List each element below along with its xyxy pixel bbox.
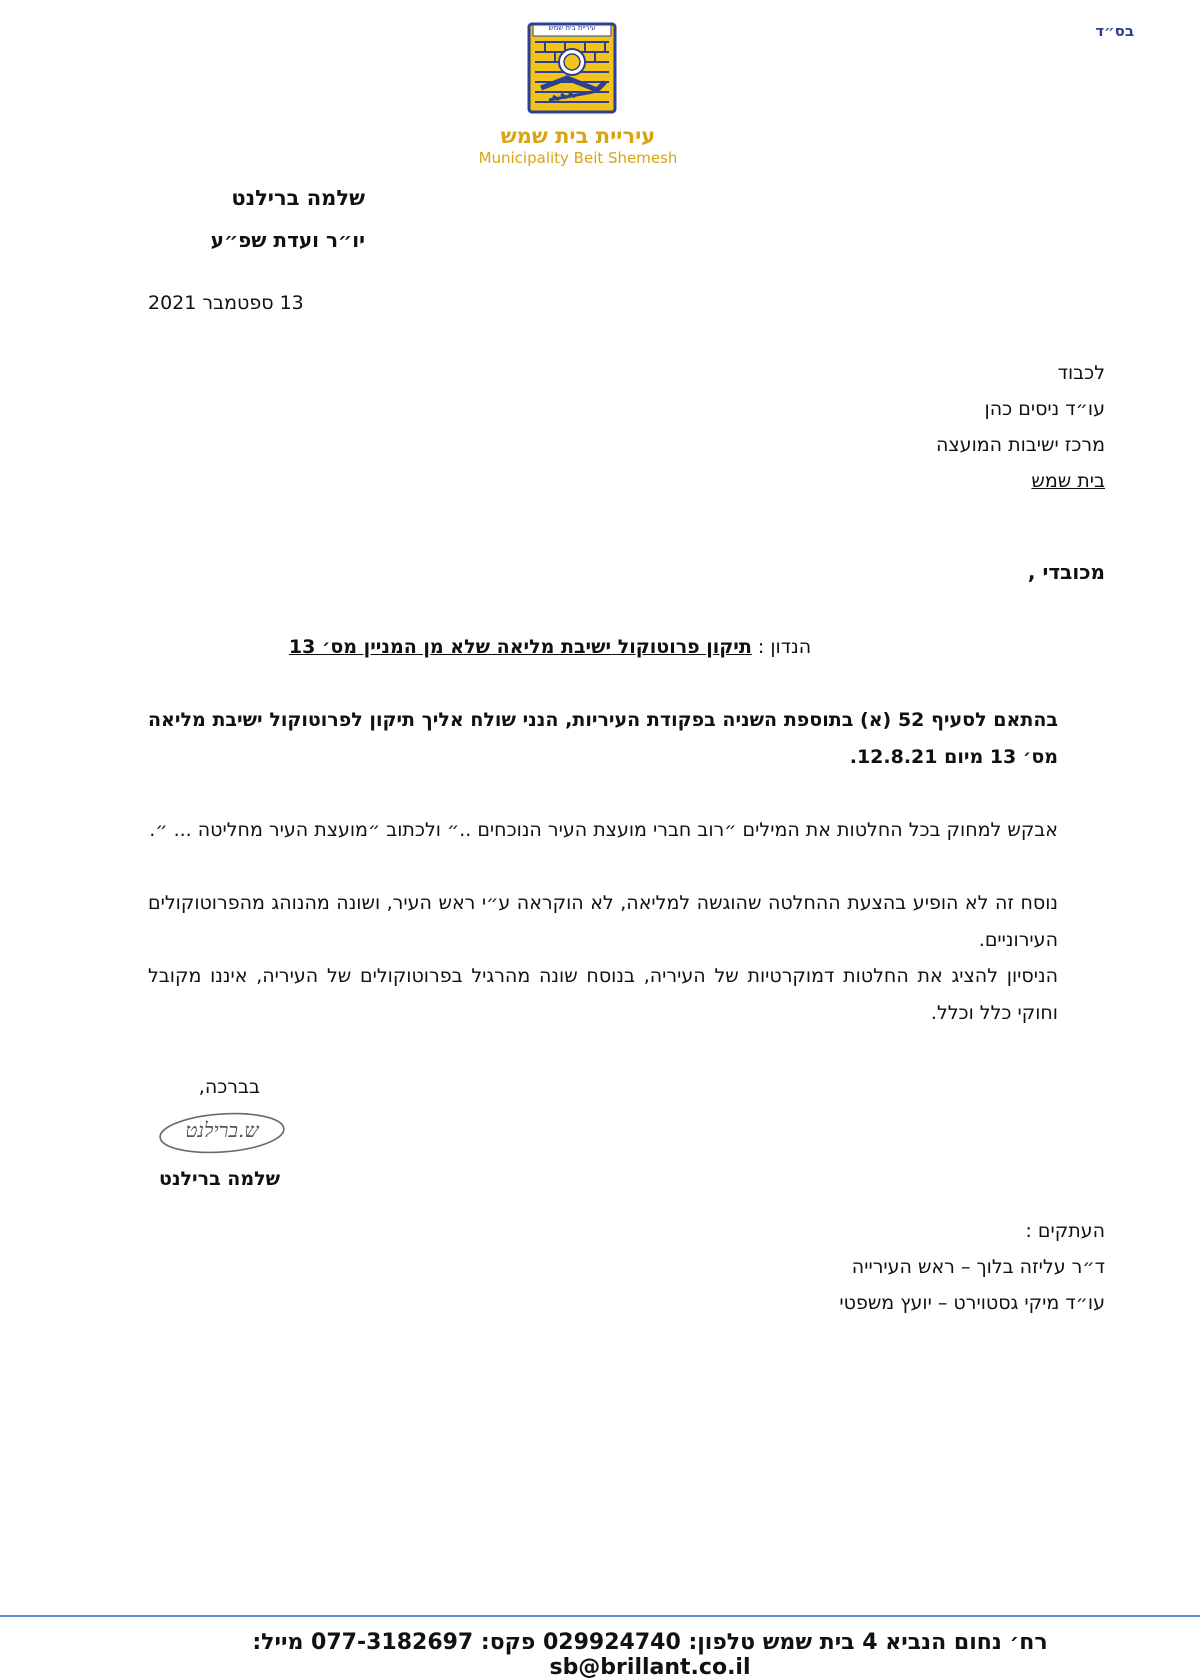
signer-name: שלמה ברילנט: [159, 1168, 280, 1190]
bsd-mark: בס״ד: [1095, 22, 1134, 40]
footer-divider: [0, 1615, 1200, 1617]
subject-line: [200, 636, 900, 658]
recipient-line: מרכז ישיבות המועצה: [935, 434, 1105, 456]
city-crest-icon: [527, 22, 617, 117]
body-paragraph: נוסח זה לא הופיע בהצעת ההחלטה שהוגשה למליאה, לא הוקראה ע״י ראש העיר, ושונה מהנוהג מהפרוטוקולים העירוניים.: [148, 892, 1058, 951]
intro-paragraph: בהתאם לסעיף 52 (א) בתוספת השניה בפקודת העיריות, הנני שולח אליך תיקון לפרוטוקול ישיבת מליאה מס׳ 13 מיום 12.8.21.: [148, 709, 1058, 768]
salutation: מכובדי ,: [1027, 560, 1105, 584]
crest-banner-text: עיריית בית שמש: [548, 24, 596, 32]
sender-title: יו״ר ועדת שפ״ע: [210, 228, 365, 252]
logo-english-name: Municipality Beit Shemesh: [478, 149, 678, 167]
recipient-line: לכבוד: [1057, 362, 1105, 384]
subject-text: תיקון פרוטוקול ישיבת מליאה שלא מן המניין מס׳ 13: [288, 636, 752, 658]
recipient-line: בית שמש: [1031, 470, 1105, 492]
recipient-line: עו״ד ניסים כהן: [984, 398, 1105, 420]
subject-label: הנדון :: [757, 636, 812, 658]
handwritten-signature: [150, 1108, 290, 1158]
footer-contact: רח׳ נחום הנביא 4 בית שמש טלפון: 029924740 פקס: 077-3182697 מייל: sb@brillant.co.il: [252, 1630, 1048, 1680]
letter-date: 13 ספטמבר 2021: [148, 292, 304, 314]
copies-line: עו״ד מיקי גסטוירט – יועץ משפטי: [839, 1292, 1105, 1314]
body-paragraph: אבקש למחוק בכל החלטות את המילים ״רוב חברי מועצת העיר הנוכחים ..״ ולכתוב ״מועצת העיר מחליטה ... ״.: [149, 819, 1058, 841]
copies-label: העתקים :: [1025, 1220, 1105, 1242]
body-paragraph: הניסיון להציג את החלטות דמוקרטיות של העיריה, בנוסח שונה מהרגיל בפרוטוקולים של העיריה, איננו מקובל וחוקי כלל וכלל.: [148, 965, 1058, 1024]
signature-text: ש.ברילנט: [185, 1118, 259, 1142]
logo-hebrew-name: עיריית בית שמש: [500, 124, 656, 148]
sender-name: שלמה ברילנט: [231, 186, 365, 210]
closing-greeting: בברכה,: [198, 1076, 260, 1098]
copies-line: ד״ר עליזה בלוך – ראש העירייה: [851, 1256, 1105, 1278]
